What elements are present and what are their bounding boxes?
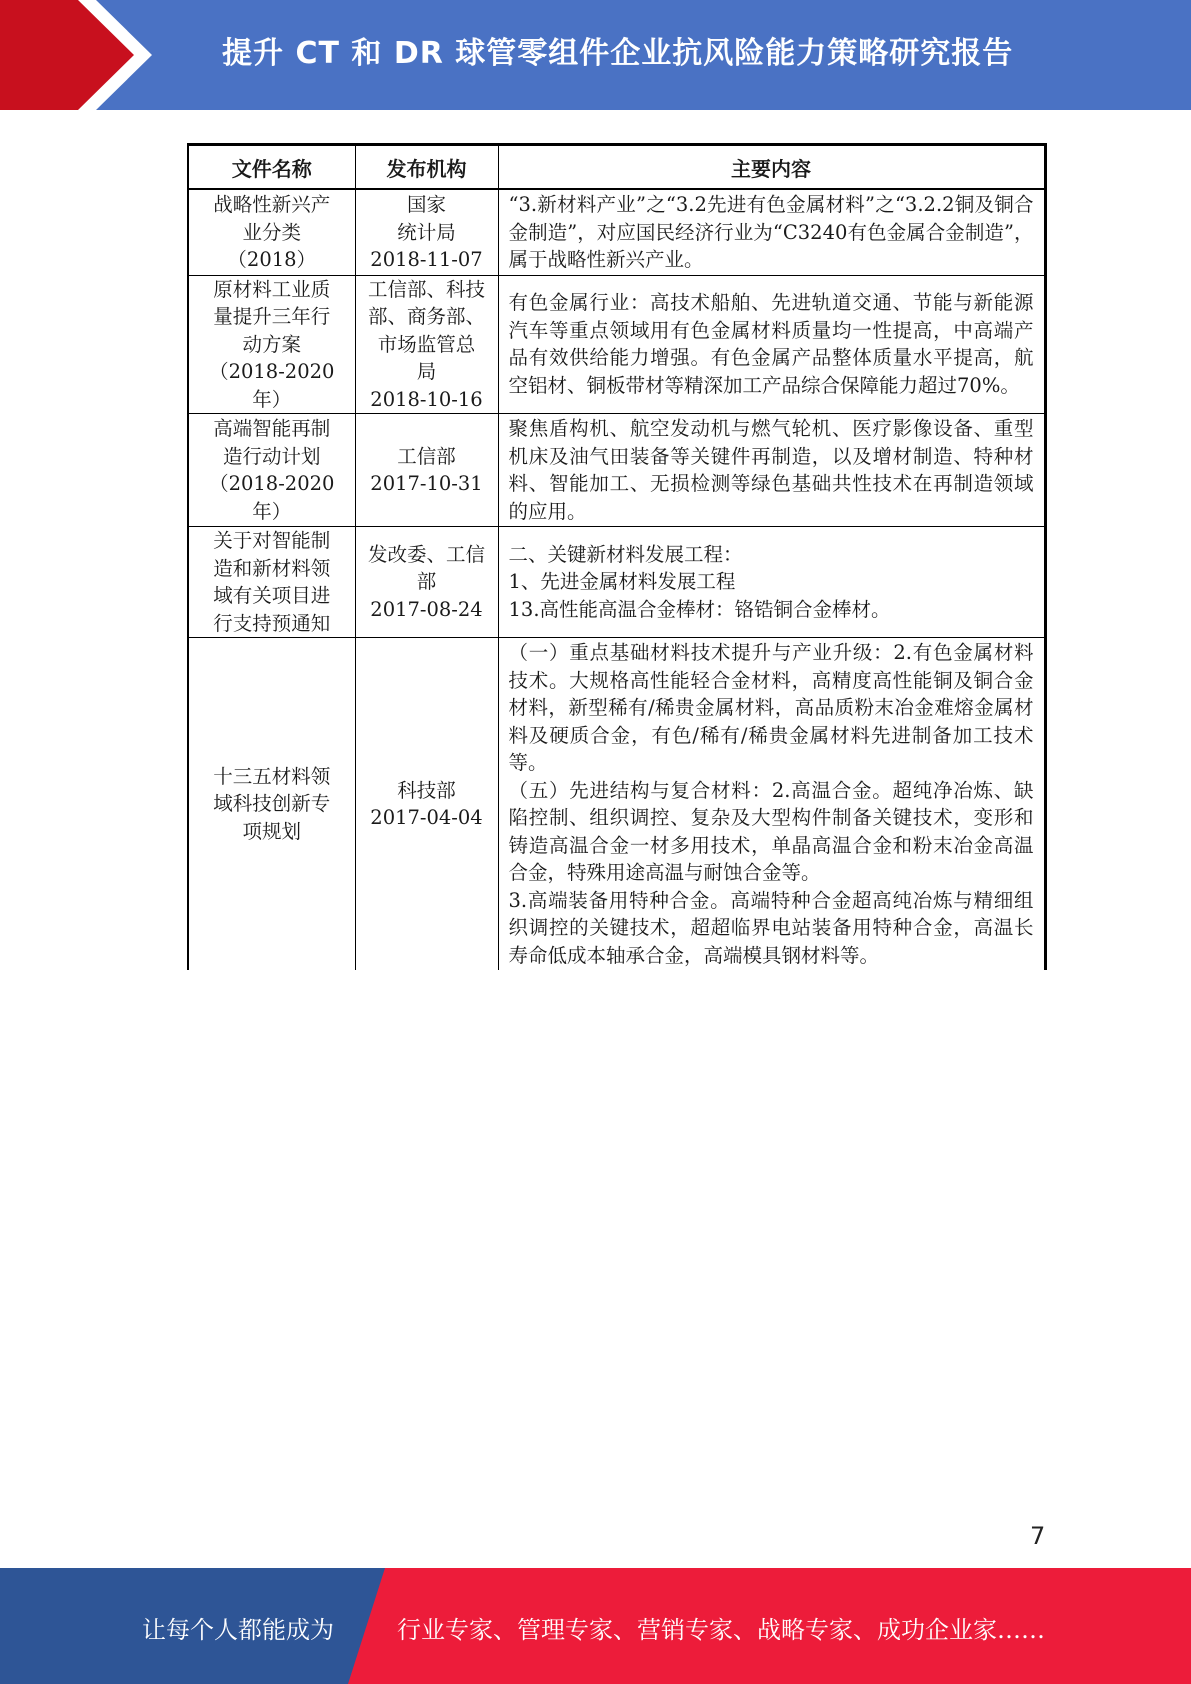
cell-issuer-line: 2018-11-07 [370, 248, 483, 271]
cell-issuer-line: 2017-08-24 [370, 597, 483, 621]
table-header-row [188, 145, 1045, 190]
cell-issuer-line: 2017-10-31 [370, 472, 483, 495]
cell-file-name [188, 275, 355, 414]
cell-file-name-line: （2018-2020年） [209, 360, 335, 411]
cell-main-content-line: （一）重点基础材料技术提升与产业升级：2.有色金属材料技术。大规格高性能轻合金材料，高精度高性能铜及铜合金材料，新型稀有/稀贵金属材料，高品质粉末冶金难熔金属材料及硬质合金，有色/稀有/稀贵金属材料先进制备加工技术等。 [508, 641, 1034, 774]
page-header [0, 0, 1191, 110]
cell-main-content [498, 527, 1045, 638]
header-chevron-decoration [0, 0, 170, 110]
table-row [188, 527, 1045, 638]
cell-issuer-line: 局 [416, 360, 437, 383]
cell-issuer-line: 部、商务部、 [367, 305, 485, 328]
cell-file-name-line: 业分类 [242, 220, 301, 244]
cell-file-name-line: 造和新材料领 [213, 556, 331, 580]
page-number: 7 [1030, 1522, 1046, 1550]
cell-file-name-line: 量提升三年行 [213, 305, 331, 328]
report-title: 提升 CT 和 DR 球管零组件企业抗风险能力策略研究报告 [222, 36, 1014, 71]
column-header-main-content: 主要内容 [498, 145, 1045, 190]
cell-file-name-line: 域科技创新专 [213, 792, 331, 816]
cell-issuer-line: 2017-04-04 [370, 806, 483, 829]
cell-issuer-line: 工信部、科技 [367, 277, 485, 301]
cell-issuer-line: 部 [416, 570, 437, 594]
cell-issuer-line: 科技部 [397, 778, 456, 802]
cell-file-name-line: 域有关项目进 [213, 584, 331, 607]
table-body [188, 189, 1045, 970]
cell-file-name-line: 战略性新兴产 [213, 193, 331, 216]
cell-main-content-line: “3.新材料产业”之“3.2先进有色金属材料”之“3.2.2铜及铜合金制造”，对应国民经济行业为“C3240有色金属合金制造”，属于战略性新兴产业。 [508, 193, 1034, 271]
cell-main-content-line: （五）先进结构与复合材料：2.高温合金。超纯净冶炼、缺陷控制、组织调控、复杂及大型构件制备关键技术，变形和铸造高温合金一材多用技术，单晶高温合金和粉末冶金高温合金，特殊用途高温与耐蚀合金等。 [508, 778, 1034, 884]
cell-file-name-line: 行支持预通知 [213, 611, 331, 635]
cell-main-content [498, 638, 1045, 971]
footer-slogan-right: 行业专家、管理专家、营销专家、战略专家、成功企业家…… [397, 1616, 1045, 1644]
policy-table [187, 143, 1047, 970]
cell-file-name-line: 高端智能再制 [213, 417, 331, 440]
footer-slogan-left: 让每个人都能成为 [142, 1616, 334, 1644]
cell-file-name [188, 189, 355, 275]
cell-issuer-line: 统计局 [397, 220, 456, 244]
cell-main-content-line: 聚焦盾构机、航空发动机与燃气轮机、医疗影像设备、重型机床及油气田装备等关键件再制造，以及增材制造、特种材料、智能加工、无损检测等绿色基础共性技术在再制造领域的应用。 [508, 417, 1034, 523]
cell-main-content-line: 1、先进金属材料发展工程 [508, 570, 736, 594]
cell-file-name-line: 动方案 [242, 332, 301, 356]
cell-file-name-line: 关于对智能制 [213, 529, 331, 552]
cell-file-name [188, 414, 355, 527]
cell-main-content-line: 13.高性能高温合金棒材：铬锆铜合金棒材。 [508, 597, 891, 621]
cell-main-content-line: 二、关键新材料发展工程： [508, 542, 743, 566]
cell-main-content-line: 3.高端装备用特种合金。高端特种合金超高纯冶炼与精细组织调控的关键技术，超超临界电站装备用特种合金，高温长寿命低成本轴承合金，高端模具钢材料等。 [508, 888, 1034, 967]
column-header-file-name: 文件名称 [188, 145, 355, 190]
cell-main-content [498, 414, 1045, 527]
cell-file-name-line: 十三五材料领 [213, 764, 331, 788]
cell-issuer-line: 国家 [406, 193, 446, 216]
cell-issuer [355, 275, 498, 414]
table-row [188, 638, 1045, 971]
cell-issuer-line: 发改委、工信 [367, 542, 485, 566]
column-header-issuer: 发布机构 [355, 145, 498, 190]
cell-file-name-line: 原材料工业质 [213, 277, 331, 301]
cell-issuer [355, 189, 498, 275]
cell-main-content [498, 275, 1045, 414]
cell-issuer [355, 638, 498, 971]
cell-issuer [355, 414, 498, 527]
table-row [188, 414, 1045, 527]
table-row [188, 275, 1045, 414]
cell-file-name-line: （2018-2020年） [209, 472, 335, 523]
cell-issuer [355, 527, 498, 638]
cell-issuer-line: 2018-10-16 [370, 387, 483, 411]
cell-file-name-line: （2018） [227, 248, 317, 271]
cell-main-content [498, 189, 1045, 275]
cell-file-name [188, 527, 355, 638]
cell-file-name-line: 项规划 [242, 819, 301, 843]
cell-file-name [188, 638, 355, 971]
cell-file-name-line: 造行动计划 [222, 444, 321, 468]
cell-main-content-line: 有色金属行业：高技术船舶、先进轨道交通、节能与新能源汽车等重点领域用有色金属材料质量均一性提高，中高端产品有效供给能力增强。有色金属产品整体质量水平提高，航空铝材、铜板带材等精深加工产品综合保障能力超过70%。 [508, 291, 1034, 397]
cell-issuer-line: 市场监管总 [377, 332, 476, 356]
page-footer [0, 1568, 1191, 1684]
cell-issuer-line: 工信部 [397, 444, 456, 468]
table-row [188, 189, 1045, 275]
